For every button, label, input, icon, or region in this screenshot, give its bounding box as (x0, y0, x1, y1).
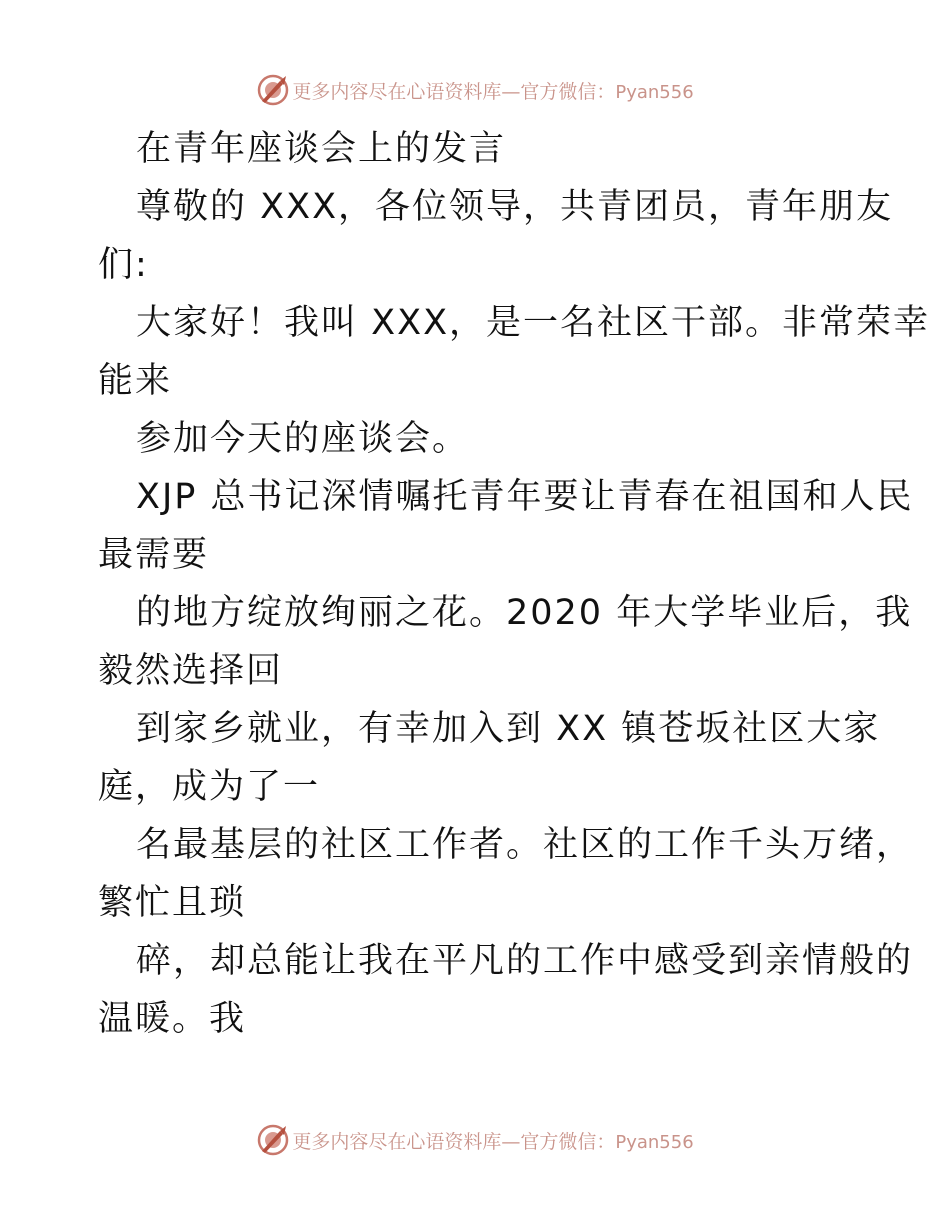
document-title: 在青年座谈会上的发言 (136, 129, 507, 169)
wechat-id: Pyan556 (615, 81, 694, 103)
paragraph-line: 温暖。我 (98, 999, 247, 1039)
wechat-id: Pyan556 (615, 1131, 694, 1153)
quill-seal-icon (256, 1123, 290, 1157)
footer-watermark (0, 1120, 950, 1160)
paragraph-line: 繁忙且琐 (98, 883, 247, 923)
paragraph-line: 大家好！我叫 XXX，是一名社区干部。非常荣幸 (136, 303, 931, 343)
quill-seal-icon (256, 73, 290, 107)
paragraph-line: 尊敬的 XXX，各位领导，共青团员，青年朋友 (136, 187, 894, 227)
paragraph-line: 的地方绽放绚丽之花。2020 年大学毕业后，我 (136, 593, 913, 633)
paragraph-line: 毅然选择回 (98, 651, 284, 691)
paragraph-line: 庭，成为了一 (98, 767, 321, 807)
paragraph-line: 最需要 (98, 535, 210, 575)
paragraph-line: XJP 总书记深情嘱托青年要让青春在祖国和人民 (136, 477, 914, 517)
paragraph-line: 能来 (98, 361, 173, 401)
paragraph-line: 到家乡就业，有幸加入到 XX 镇苍坂社区大家 (136, 709, 881, 749)
header-watermark (0, 70, 950, 110)
watermark-text: 更多内容尽在心语资料库—官方微信：Pyan556 (292, 1130, 694, 1153)
paragraph-line: 参加今天的座谈会。 (136, 419, 470, 459)
paragraph-line: 名最基层的社区工作者。社区的工作千头万绪， (136, 825, 914, 865)
paragraph-line: 碎，却总能让我在平凡的工作中感受到亲情般的 (136, 941, 914, 981)
paragraph-line: 们: (98, 245, 149, 285)
watermark-text: 更多内容尽在心语资料库—官方微信：Pyan556 (292, 80, 694, 103)
document-body (98, 120, 931, 1048)
